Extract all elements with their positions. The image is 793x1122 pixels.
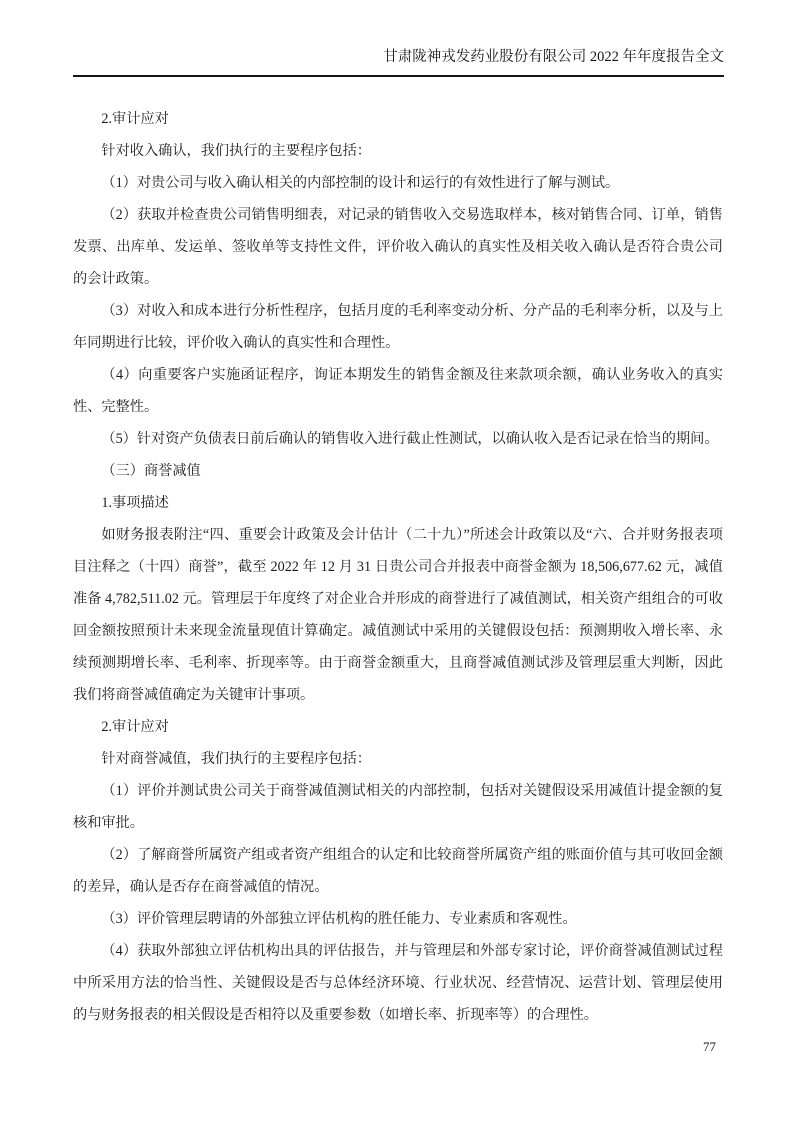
page-header: [73, 46, 724, 77]
para-goodwill-matter-description: 如财务报表附注“四、重要会计政策及会计估计（二十九）”所述会计政策以及“六、合并财务报表项目注释之（十四）商誉”，截至 2022 年 12 月 31 日贵公司合并报表中商誉金额为 18,506,677.62 元，减值准备 4,782,511.02 元。管理层于年度终了对企业合并形成的商誉进行了减值测试，相关资产组组合的可收回金额按照预计未来现金流量现值计算确定。减值测试中采用的关键假设包括：预测期收入增长率、永续预测期增长率、毛利率、折现率等。由于商誉金额重大，且商誉减值测试涉及管理层重大判断，因此我们将商誉减值确定为关键审计事项。: [73, 527, 723, 703]
para-revenue-procedures-intro: 针对收入确认，我们执行的主要程序包括：: [101, 143, 371, 159]
para-revenue-procedure-2: （2）获取并检查贵公司销售明细表，对记录的销售收入交易选取样本，核对销售合同、订单，销售发票、出库单、发运单、签收单等支持性文件，评价收入确认的真实性及相关收入确认是否符合贵公司的会计政策。: [73, 207, 723, 287]
heading-audit-response-revenue: 2.审计应对: [101, 111, 169, 127]
para-goodwill-procedure-4: （4）获取外部独立评估机构出具的评估报告，并与管理层和外部专家讨论，评价商誉减值测试过程中所采用方法的恰当性、关键假设是否与总体经济环境、行业状况、经营情况、运营计划、管理层使用的与财务报表的相关假设是否相符以及重要参数（如增长率、折现率等）的合理性。: [73, 943, 723, 1023]
para-goodwill-procedure-2: （2）了解商誉所属资产组或者资产组组合的认定和比较商誉所属资产组的账面价值与其可收回金额的差异，确认是否存在商誉减值的情况。: [73, 847, 723, 895]
heading-matter-description: 1.事项描述: [101, 495, 169, 511]
para-revenue-procedure-3: （3）对收入和成本进行分析性程序，包括月度的毛利率变动分析、分产品的毛利率分析，以及与上年同期进行比较，评价收入确认的真实性和合理性。: [73, 303, 723, 351]
para-revenue-procedure-1: （1）对贵公司与收入确认相关的内部控制的设计和运行的有效性进行了解与测试。: [101, 175, 620, 191]
para-goodwill-procedures-intro: 针对商誉减值，我们执行的主要程序包括：: [101, 751, 371, 767]
para-goodwill-procedure-3: （3）评价管理层聘请的外部独立评估机构的胜任能力、专业素质和客观性。: [101, 911, 577, 927]
para-revenue-procedure-4: （4）向重要客户实施函证程序，询证本期发生的销售金额及往来款项余额，确认业务收入的真实性、完整性。: [73, 367, 723, 415]
para-goodwill-procedure-1: （1）评价并测试贵公司关于商誉减值测试相关的内部控制，包括对关键假设采用减值计提金额的复核和审批。: [73, 783, 723, 831]
para-revenue-procedure-5: （5）针对资产负债表日前后确认的销售收入进行截止性测试，以确认收入是否记录在恰当的期间。: [101, 431, 719, 447]
heading-goodwill-impairment-section: （三）商誉减值: [101, 463, 201, 479]
report-title: 甘肃陇神戎发药业股份有限公司 2022 年年度报告全文: [383, 49, 724, 65]
document-body: [73, 103, 723, 1031]
heading-audit-response-goodwill: 2.审计应对: [101, 719, 169, 735]
page-number: 77: [703, 1039, 716, 1054]
